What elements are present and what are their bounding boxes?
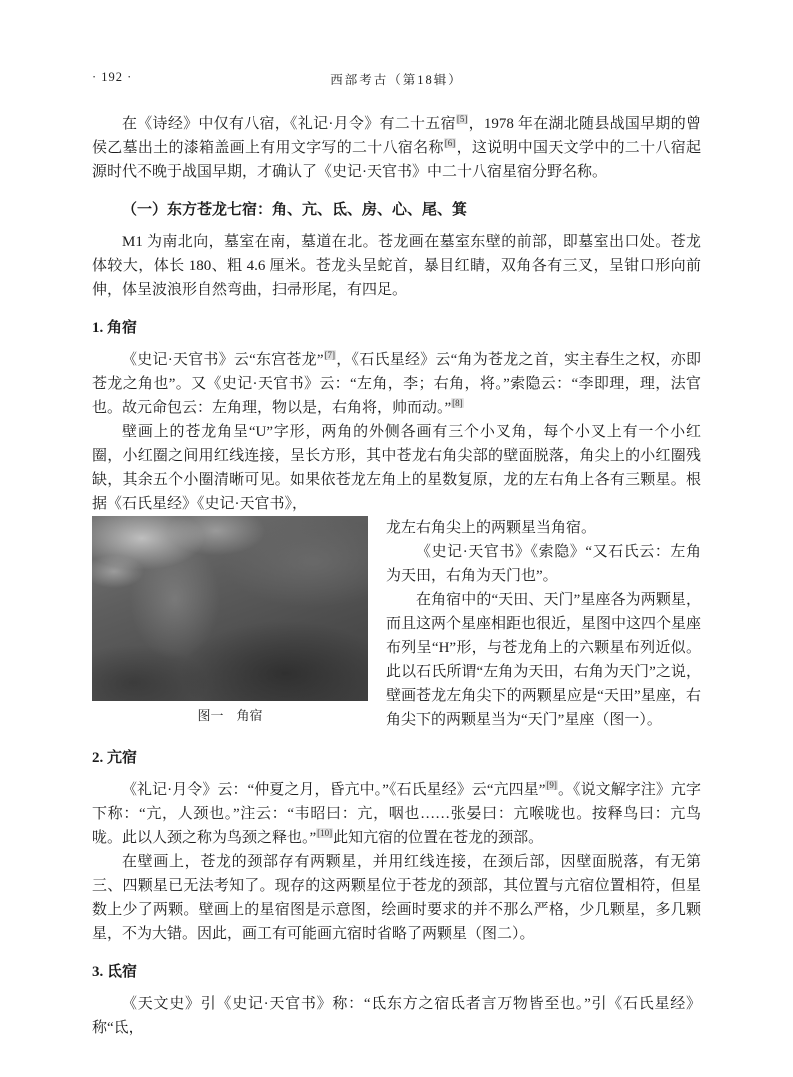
jiao-paragraph-1 [92, 348, 701, 420]
figure-row [92, 516, 701, 732]
text-run: 《礼记·月令》云：“仲夏之月，昏亢中。”《石氏星经》云“亢四星” [122, 782, 546, 798]
journal-title: 西部考古（第18辑） [330, 73, 463, 87]
intro-paragraph [92, 112, 701, 184]
section-heading-east-dragon: （一）东方苍龙七宿：角、亢、氐、房、心、尾、箕 [122, 202, 468, 218]
page-content [92, 112, 701, 1040]
figure-side-text [386, 516, 701, 732]
heading-di-xiu: 3. 氐宿 [92, 964, 138, 980]
jiao-paragraph-3: 《史记·天官书》《索隐》“又石氏云：左角为天田，右角为天门也”。 [386, 544, 701, 584]
footnote-ref-10: [10] [317, 828, 333, 838]
footnote-ref-9: [9] [546, 780, 557, 790]
footnote-ref-5: [5] [456, 114, 468, 124]
page-header [92, 70, 701, 88]
footnote-ref-6: [6] [444, 138, 456, 148]
heading-jiao-xiu: 1. 角宿 [92, 320, 138, 336]
jiao-paragraph-2: 壁画上的苍龙角呈“U”字形，两角的外侧各画有三个小叉角，每个小叉上有一个小红圈，小红圈之间用红线连接，呈长方形，其中苍龙右角尖部的壁面脱落，角尖上的小红圈残缺，其余五个小圈清晰可见。如果依苍龙左角上的星数复原，龙的左右角上各有三颗星。根据《石氏星经》《史记·天官书》， [92, 424, 701, 512]
text-run: 此知亢宿的位置在苍龙的颈部。 [333, 830, 544, 846]
text-run: 在《诗经》中仅有八宿，《礼记·月令》有二十五宿 [122, 116, 456, 132]
text-run: 。《说文解字注》亢字下称：“亢，人颈也。”注云：“韦昭曰：亢，咽也……张晏曰：亢喉咙也。按释鸟曰：亢鸟咙。此以人颈之称为鸟颈之释也。” [92, 782, 701, 846]
jiao-paragraph-2-continued: 龙左右角尖上的两颗星当角宿。 [386, 520, 597, 536]
figure-1 [92, 516, 368, 725]
jiao-paragraph-4: 在角宿中的“天田、天门”星座各为两颗星，而且这两个星座相距也很近，星图中这四个星座布列呈“H”形，与苍龙角上的六颗星布列近似。此以石氏所谓“左角为天田，右角为天门”之说，壁画苍龙左角尖下的两颗星应是“天田”星座，右角尖下的两颗星当为“天门”星座（图一）。 [386, 592, 702, 728]
footnote-ref-7: [7] [324, 350, 336, 360]
page-number: · 192 · [92, 70, 133, 84]
text-run: ，1978 年在湖北随县战国早期的曾侯乙墓出土的漆箱盖画上有用文字写的二十八宿名称 [92, 116, 701, 156]
kang-paragraph-2: 在壁画上，苍龙的颈部存有两颗星，并用红线连接，在颈后部，因壁面脱落，有无第三、四颗星已无法考知了。现存的这两颗星位于苍龙的颈部，其位置与亢宿位置相符，但星数上少了两颗。壁画上的星宿图是示意图，绘画时要求的并不那么严格，少几颗星，多几颗星，不为大错。因此，画工有可能画亢宿时省略了两颗星（图二）。 [92, 854, 701, 942]
di-paragraph-1: 《天文史》引《史记·天官书》称：“氐东方之宿氐者言万物皆至也。”引《石氏星经》称“氐， [92, 996, 701, 1036]
mural-photo [92, 516, 368, 701]
m1-description-paragraph: M1 为南北向，墓室在南，墓道在北。苍龙画在墓室东壁的前部，即墓室出口处。苍龙体较大，体长 180、粗 4.6 厘米。苍龙头呈蛇首，暴目红睛，双角各有三叉，呈钳口形向前伸，体呈波浪形自然弯曲，扫帚形尾，有四足。 [92, 234, 701, 298]
text-run: ，《石氏星经》云“角为苍龙之首，实主春生之权，亦即苍龙之角也”。又《史记·天官书》云：“左角，李；右角，将。”索隐云：“李即理，理，法官也。故元命包云：左角理，物以是，右角将，帅而动。” [92, 352, 702, 416]
text-run: 《史记·天官书》云“东宫苍龙” [122, 352, 324, 368]
heading-kang-xiu: 2. 亢宿 [92, 750, 138, 766]
kang-paragraph-1 [92, 778, 701, 850]
footnote-ref-8: [8] [452, 398, 463, 408]
figure-1-caption: 图一 角宿 [197, 708, 263, 723]
text-run: ，这说明中国天文学中的二十八宿起源时代不晚于战国早期，才确认了《史记·天官书》中二十八宿星宿分野名称。 [92, 140, 701, 180]
